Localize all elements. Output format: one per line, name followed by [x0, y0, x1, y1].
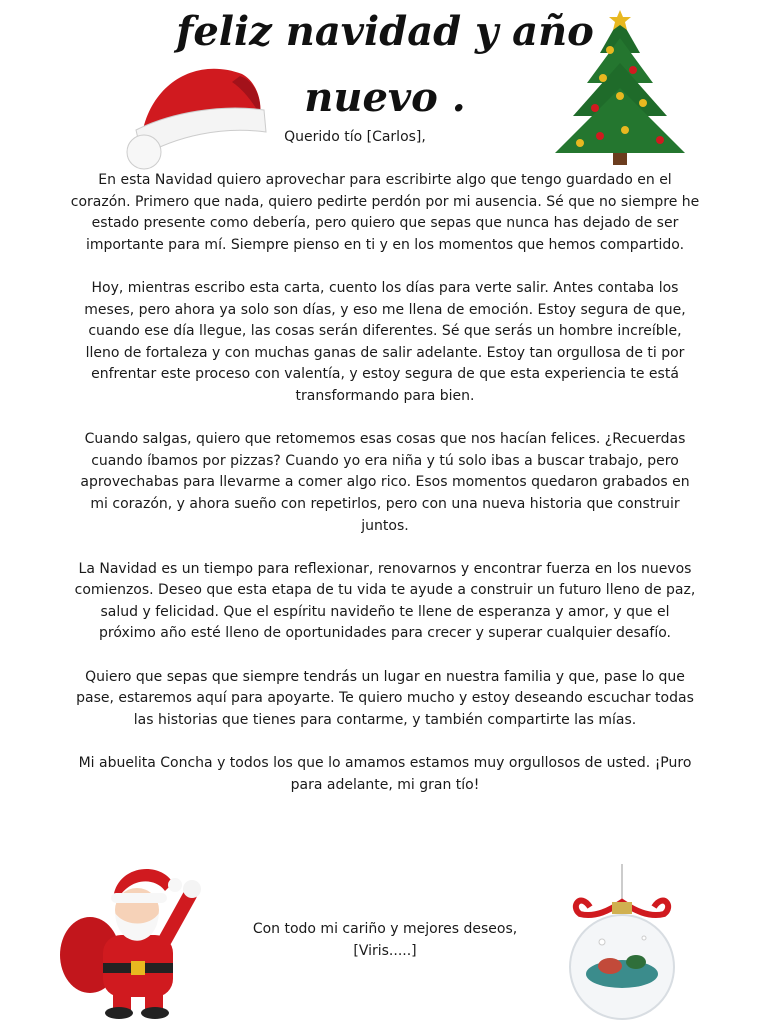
page-title-line-1: feliz navidad y año: [176, 8, 594, 55]
letter-body: [70, 170, 700, 818]
paragraph-1: En esta Navidad quiero aprovechar para escribirte algo que tengo guardado en el corazón. Primero que nada, quiero pedirte perdón por mi ausencia. Sé que no siempre he estado presente como debería, pero quiero que sepas que nunca has dejado de ser importante para mí. Siempre pienso en ti y en los momentos que hemos compartido.: [70, 172, 700, 253]
greeting: Querido tío [Carlos],: [284, 129, 426, 145]
page-title-line-2: nuevo .: [304, 74, 466, 121]
closing-line: Con todo mi cariño y mejores deseos,: [252, 921, 518, 937]
paragraph-3: Cuando salgas, quiero que retomemos esas cosas que nos hacían felices. ¿Recuerdas cuando íbamos por pizzas? Cuando yo era niña y tú solo ibas a buscar trabajo, pero aprovechabas para llevarme a comer algo rico. Esos momentos quedaron grabados en mi corazón, y ahora sueño con repetirlos, pero con una nueva historia que construir juntos.: [80, 431, 690, 534]
paragraph-6: Mi abuelita Concha y todos los que lo amamos estamos muy orgullosos de usted. ¡Puro para adelante, mi gran tío!: [78, 755, 692, 793]
paragraph-5: Quiero que sepas que siempre tendrás un lugar en nuestra familia y que, pase lo que pase, estaremos aquí para apoyarte. Te quiero mucho y estoy deseando escuchar todas las historias que tienes para contarme, y también compartirte las mías.: [76, 668, 694, 728]
paragraph-4: La Navidad es un tiempo para reflexionar, renovarnos y encontrar fuerza en los nuevos comienzos. Deseo que esta etapa de tu vida te ayude a construir un futuro lleno de paz, salud y felicidad. Que el espíritu navideño te llene de esperanza y amor, y que el próximo año esté lleno de oportunidades para crecer y superar cualquier desafío.: [74, 560, 696, 642]
paragraph-2: Hoy, mientras escribo esta carta, cuento los días para verte salir. Antes contaba los meses, pero ahora ya solo son días, y eso me llena de emoción. Estoy segura de que, cuando ese día llegue, las cosas serán diferentes. Sé que serás un hombre increíble, lleno de fortaleza y con muchas ganas de salir adelante. Estoy tan orgullosa de ti por enfrentar este proceso con valentía, y estoy segura de que esta experiencia te está transformando para bien.: [84, 279, 686, 404]
closing-block: [180, 918, 590, 962]
signature: [Viris.....]: [353, 943, 417, 959]
